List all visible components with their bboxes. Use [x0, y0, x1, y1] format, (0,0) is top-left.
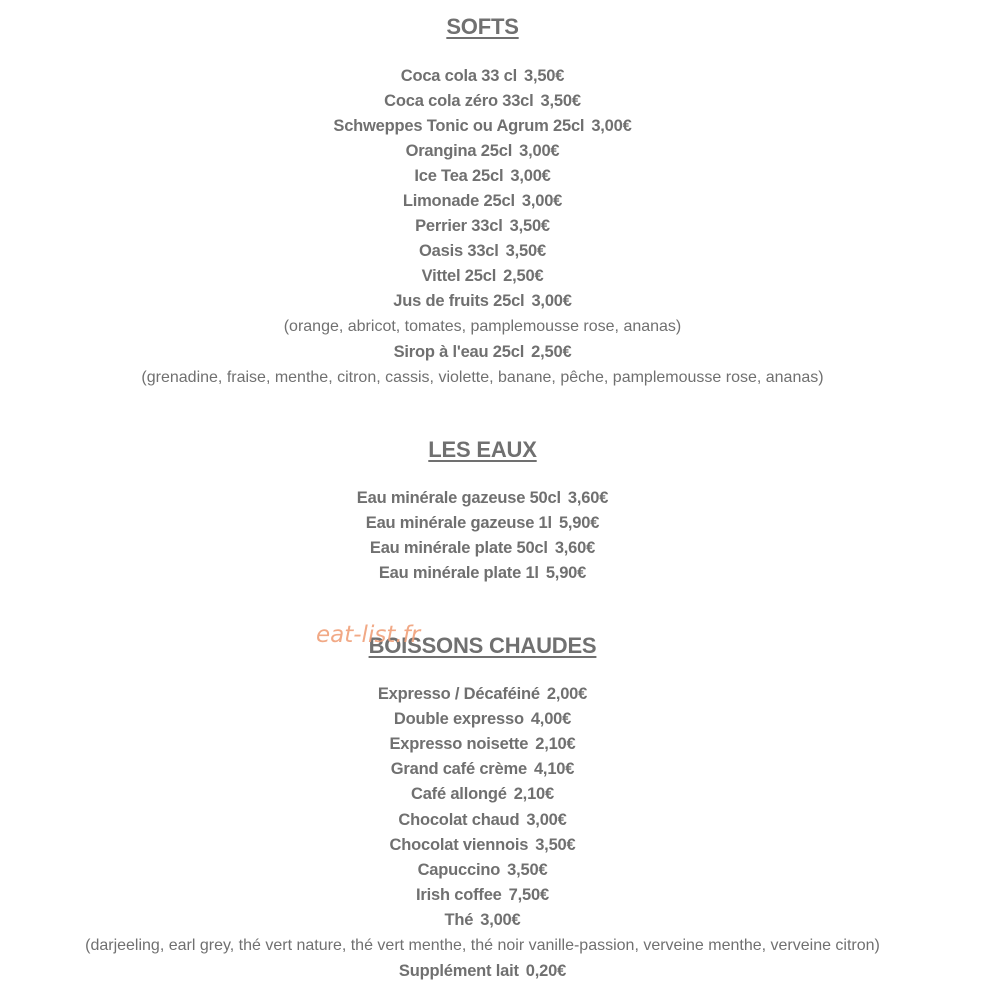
item-price: 3,00€ [531, 292, 572, 310]
item-price: 3,00€ [510, 167, 551, 185]
item-price: 3,00€ [526, 811, 567, 829]
item-name: Coca cola 33 cl [400, 67, 517, 85]
item-name: Orangina 25cl [405, 142, 513, 160]
item-name: Jus de fruits 25cl [393, 292, 525, 310]
menu-item [0, 861, 965, 880]
menu-item [0, 962, 965, 981]
item-price: 2,00€ [546, 685, 588, 703]
menu-item [0, 539, 965, 558]
item-name: Eau minérale gazeuse 50cl [356, 489, 561, 507]
item-price: 3,00€ [480, 911, 521, 929]
section-title-boissons-chaudes: BOISSONS CHAUDES [368, 633, 597, 658]
item-price: 3,50€ [523, 67, 565, 85]
item-price: 2,50€ [531, 343, 572, 361]
item-price: 3,50€ [507, 861, 548, 879]
section-title-softs: SOFTS [446, 14, 519, 39]
menu-item [0, 735, 965, 754]
item-price: 3,00€ [521, 192, 563, 210]
item-price: 2,10€ [513, 785, 554, 803]
item-note: (grenadine, fraise, menthe, citron, cassis, violette, banane, pêche, pamplemousse rose, ananas) [141, 369, 824, 386]
item-price: 3,50€ [505, 242, 546, 260]
item-name: Grand café crème [390, 760, 527, 778]
menu-item [0, 92, 965, 111]
menu-item [0, 217, 965, 236]
item-name: Chocolat chaud [398, 811, 520, 829]
menu-item [0, 514, 965, 533]
item-price: 2,50€ [503, 267, 544, 285]
item-name: Perrier 33cl [415, 217, 503, 235]
item-price: 2,10€ [535, 735, 576, 753]
menu-item [0, 242, 965, 261]
item-name: Expresso noisette [389, 735, 529, 753]
item-name: Schweppes Tonic ou Agrum 25cl [333, 117, 585, 135]
item-name: Ice Tea 25cl [414, 167, 504, 185]
item-price: 3,50€ [509, 217, 550, 235]
item-name: Eau minérale gazeuse 1l [365, 514, 552, 532]
item-name: Supplément lait [398, 962, 519, 980]
item-name: Sirop à l'eau 25cl [393, 343, 525, 361]
menu-item [0, 167, 965, 186]
item-name: Eau minérale plate 50cl [369, 539, 548, 557]
item-name: Expresso / Décaféiné [377, 685, 540, 703]
item-price: 3,60€ [567, 489, 609, 507]
menu-item [0, 142, 965, 161]
item-name: Oasis 33cl [419, 242, 499, 260]
item-name: Vittel 25cl [421, 267, 497, 285]
menu-item [0, 785, 965, 804]
menu-item [0, 685, 965, 704]
menu-item [0, 192, 965, 211]
menu-item [0, 489, 965, 508]
menu-item [0, 911, 965, 930]
item-price: 4,00€ [530, 710, 572, 728]
item-price: 3,60€ [554, 539, 596, 557]
item-name: Double expresso [393, 710, 524, 728]
item-price: 5,90€ [558, 514, 600, 532]
menu-item [0, 67, 965, 86]
item-price: 7,50€ [508, 886, 549, 904]
item-name: Capuccino [417, 861, 501, 879]
item-price: 3,00€ [591, 117, 632, 135]
item-price: 3,00€ [519, 142, 560, 160]
item-name: Irish coffee [416, 886, 502, 904]
menu-item [0, 343, 965, 362]
item-note: (darjeeling, earl grey, thé vert nature, thé vert menthe, thé noir vanille-passion, verveine menthe, verveine citron) [85, 937, 880, 954]
item-price: 5,90€ [545, 564, 587, 582]
item-price: 4,10€ [533, 760, 575, 778]
item-note: (orange, abricot, tomates, pamplemousse rose, ananas) [283, 318, 682, 335]
menu-item [0, 760, 965, 779]
menu-item [0, 564, 965, 583]
item-name: Coca cola zéro 33cl [384, 92, 534, 110]
section-title-eaux: LES EAUX [428, 437, 537, 462]
item-name: Eau minérale plate 1l [378, 564, 539, 582]
item-name: Thé [444, 911, 474, 929]
item-name: Chocolat viennois [389, 836, 529, 854]
menu-item [0, 886, 965, 905]
item-price: 3,50€ [540, 92, 581, 110]
menu-item [0, 836, 965, 855]
item-price: 3,50€ [535, 836, 576, 854]
menu-item [0, 710, 965, 729]
watermark-text: eat-list.fr [316, 622, 421, 648]
menu-item [0, 267, 965, 286]
menu-item [0, 117, 965, 136]
item-name: Café allongé [410, 785, 507, 803]
item-name: Limonade 25cl [402, 192, 515, 210]
menu-item [0, 811, 965, 830]
item-price: 0,20€ [525, 962, 567, 980]
menu-item [0, 292, 965, 311]
